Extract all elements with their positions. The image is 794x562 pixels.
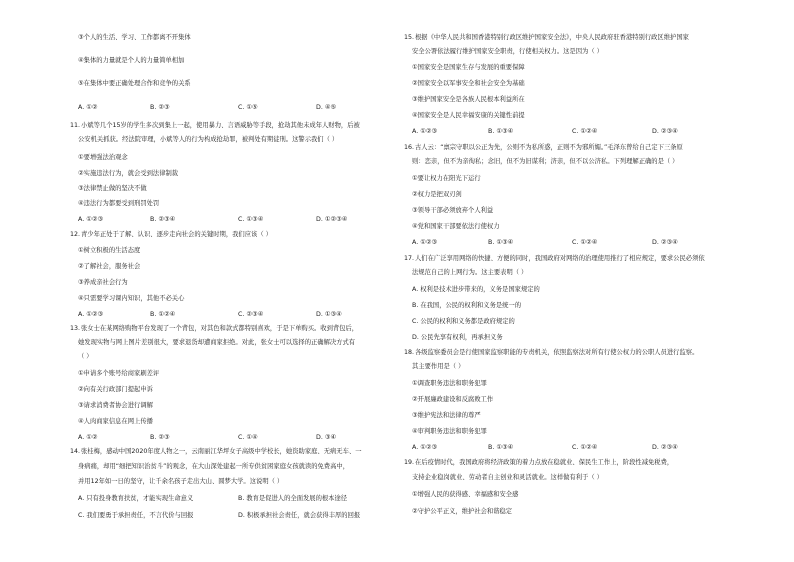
- q15-number: 15.: [404, 34, 415, 41]
- choice-b: B. ①③④: [488, 128, 514, 135]
- q13-statement-3: ③请求消费者协会进行调解: [78, 402, 153, 409]
- q13-statement-2: ②向有关行政部门提起申诉: [78, 386, 153, 393]
- choice-d: D. ④⑤: [316, 104, 337, 111]
- choice-c: C. 我们要勇于承担责任，不言代价与回报: [78, 512, 194, 519]
- q14-stem-line1: 14.张桂梅，感动中国2020年度人物之一，云南丽江华坪女子高级中学校长，她资助家庭、无病无车、一: [70, 448, 362, 455]
- q17-option-a: A. 权利是技术进步带来的，义务是国家规定的: [412, 286, 540, 293]
- choice-c: C. ①②④: [572, 128, 598, 135]
- q12-stem: 12.青少年正处于了解、认识、逐步走向社会的关键时期，我们应该（ ）: [70, 231, 272, 238]
- q11-stem-line2: 公安机关抓获。经法院审理，小斌等人的行为构成抢劫罪，被判处有期徒刑。这警示我们（ ）: [78, 136, 339, 143]
- choice-c: C. ①②④: [572, 444, 598, 451]
- q15-statement-4: ④国家安全是人民幸福安康的关键性前提: [412, 112, 525, 119]
- q18-stem-line2: 其主要作用是（ ）: [412, 363, 465, 370]
- q19-number: 19.: [404, 459, 415, 466]
- q12-statement-3: ③养成亲社会行为: [78, 279, 128, 286]
- q15-stem-line1: 15.根据《中华人民共和国香港特别行政区维护国家安全法》，中央人民政府驻香港特别行政区维护国家: [404, 34, 689, 41]
- choice-a: A. ①②③: [412, 239, 438, 246]
- q16-number: 16.: [404, 144, 415, 151]
- q16-stem-line1: 16.古人云：“禀宗守职以公正为先，公则不为私所惑，正则不为邪所媚。”毛泽东曾给自己定下三条原: [404, 144, 683, 151]
- q16-statement-4: ④党和国家干部要依法行使权力: [412, 223, 500, 230]
- q14-stem-line2: 身病痛，却用“细把知识治贫斗”的观念，在大山深处建起一所专供贫困家庭女孩就读的免费高中，: [78, 463, 349, 470]
- q15-statement-1: ①国家安全是国家生存与发展的重要保障: [412, 64, 525, 71]
- choice-b: B. ②③: [150, 434, 170, 441]
- q18-statement-4: ④审判职务违法和职务犯罪: [412, 428, 487, 435]
- q11-statement-1: ①要增强法治观念: [78, 154, 128, 161]
- q13-statement-1: ①申请多个账号给商家刷差评: [78, 370, 160, 377]
- q18-stem-line1: 18.各级监察委员会是行使国家监察职能的专责机关，依照监察法对所有行使公权力的公职人员进行监察。: [404, 349, 699, 356]
- choice-b: B. ①③④: [488, 239, 514, 246]
- choice-b: B. ②③: [150, 104, 170, 111]
- q11-statement-3: ③法律禁止做的坚决不做: [78, 185, 147, 192]
- q11-number: 11.: [70, 122, 81, 129]
- q12-statement-2: ②了解社会，服务社会: [78, 263, 141, 270]
- q19-stem-line2: 支持企业稳岗就业、劳动者自主创业和灵活就业。这样做有利于（ ）: [412, 474, 603, 481]
- q10-statement-5: ⑤在集体中要正确处理合作和竞争的关系: [78, 80, 191, 87]
- q18-statement-3: ③维护宪法和法律的尊严: [412, 412, 481, 419]
- q17-option-c: C. 公民的权利和义务都是政府规定的: [412, 318, 515, 325]
- choice-a: A. ①②③: [412, 128, 438, 135]
- q18-statement-1: ①调查职务违法和职务犯罪: [412, 380, 487, 387]
- choice-a: A. ①②: [78, 104, 98, 111]
- q12-statement-4: ④只需要学习课内知识，其他不必关心: [78, 295, 185, 302]
- q11-stem-line1: 11.小斌等几个15岁的学生多次到集上一起，使用暴力、言语威胁等手段，抢劫其他未成年人财物，后被: [70, 122, 360, 129]
- q17-stem-line1: 17.人们在广泛享用网络的快捷、方便的同时，我国政府对网络的治理使用推行了相应规定，要求公民必须依: [404, 255, 705, 262]
- choice-d: D. ①②③④: [316, 216, 348, 223]
- q13-number: 13.: [70, 325, 81, 332]
- q18-statement-2: ②开展廉政建设和反腐败工作: [412, 396, 494, 403]
- choice-a: A. ①②③: [78, 311, 104, 318]
- choice-b: B. 教育是促进人的全面发展的根本途径: [238, 495, 348, 502]
- q11-statement-2: ②实施违法行为，就会受到法律制裁: [78, 170, 179, 177]
- q19-statement-1: ①增强人民的获得感、幸福感和安全感: [412, 491, 519, 498]
- q19-statement-2: ②守护公平正义，维护社会和谐稳定: [412, 508, 513, 515]
- choice-a: A. ①②: [78, 434, 98, 441]
- q12-number: 12.: [70, 231, 81, 238]
- choice-a: A. 只有投身教育扶贫，才能实现生命意义: [78, 495, 194, 502]
- q14-number: 14.: [70, 448, 81, 455]
- q10-statement-4: ④集体的力量就是个人的力量简单相加: [78, 57, 185, 64]
- choice-b: B. ①③④: [488, 444, 514, 451]
- q19-stem-line1: 19.在后疫情时代，我国政府将经济政策的着力点放在稳就业、保民生工作上，阶段性减免税费，: [404, 459, 674, 466]
- choice-d: D. ②③④: [652, 128, 678, 135]
- choice-a: A. ①②③: [412, 444, 438, 451]
- q13-stem-line1: 13.张女士在某网络购物平台发现了一个背包，对其色和款式都特别喜欢，于是下单购买。收到背包后，: [70, 325, 359, 332]
- q16-statement-1: ①要让权力在阳光下运行: [412, 175, 481, 182]
- q11-statement-4: ④违法行为都要受到刑罚处罚: [78, 200, 160, 207]
- choice-d: D. ③④: [316, 434, 337, 441]
- q10-statement-3: ③个人的生活、学习、工作都离不开集体: [78, 34, 191, 41]
- q12-statement-1: ①树立积极的生活态度: [78, 247, 141, 254]
- q15-statement-2: ②国家安全以军事安全和社会安全为基础: [412, 80, 525, 87]
- q16-statement-2: ②权力是把双刃剑: [412, 191, 462, 198]
- q15-stem-line2: 安全公署依法履行维护国家安全职责，行使相关权力。这是因为（ ）: [412, 48, 603, 55]
- q15-statement-3: ③维护国家安全是各族人民根本利益所在: [412, 96, 525, 103]
- q18-number: 18.: [404, 349, 415, 356]
- choice-d: D. ①③④: [316, 311, 342, 318]
- choice-b: B. ②③④: [150, 216, 176, 223]
- q17-stem-line2: 法规范自己的上网行为。这主要表明（ ）: [412, 269, 528, 276]
- choice-d: D. ②③④: [652, 444, 678, 451]
- q14-stem-line3: 并用12年如一日的坚守，让千余名孩子走出大山、圆梦大学。这说明（ ）: [78, 478, 284, 485]
- choice-d: D. 积极承担社会责任，就会获得丰厚的回报: [238, 512, 361, 519]
- choice-a: A. ①②③: [78, 216, 104, 223]
- choice-c: C. ①⑤: [238, 104, 258, 111]
- q13-statement-4: ④人肉商家信息在网上传播: [78, 418, 153, 425]
- choice-c: C. ①③④: [238, 216, 264, 223]
- q17-number: 17.: [404, 255, 415, 262]
- q17-option-b: B. 在我国，公民的权利和义务是统一的: [412, 302, 522, 309]
- choice-d: D. ②③④: [652, 239, 678, 246]
- q13-stem-line3: （ ）: [78, 353, 93, 360]
- choice-c: C. ①②④: [572, 239, 598, 246]
- choice-c: C. ②③④: [238, 311, 264, 318]
- q16-stem-line2: 则：恋亲，但不为亲徇私；念旧，但不为旧谋利；济亲，但不以公济私。下列理解正确的是（ ）: [412, 158, 679, 165]
- q16-statement-3: ③领导干部必须放弃个人利益: [412, 207, 494, 214]
- q17-option-d: D. 公民先享有权利，再承担义务: [412, 334, 503, 341]
- choice-c: C. ①④: [238, 434, 258, 441]
- q13-stem-line2: 她发现实物与网上图片差别很大，要求退货却遭商家拒绝。对此，张女士可以选择的正确解决方式有: [78, 339, 356, 346]
- choice-b: B. ①②④: [150, 311, 176, 318]
